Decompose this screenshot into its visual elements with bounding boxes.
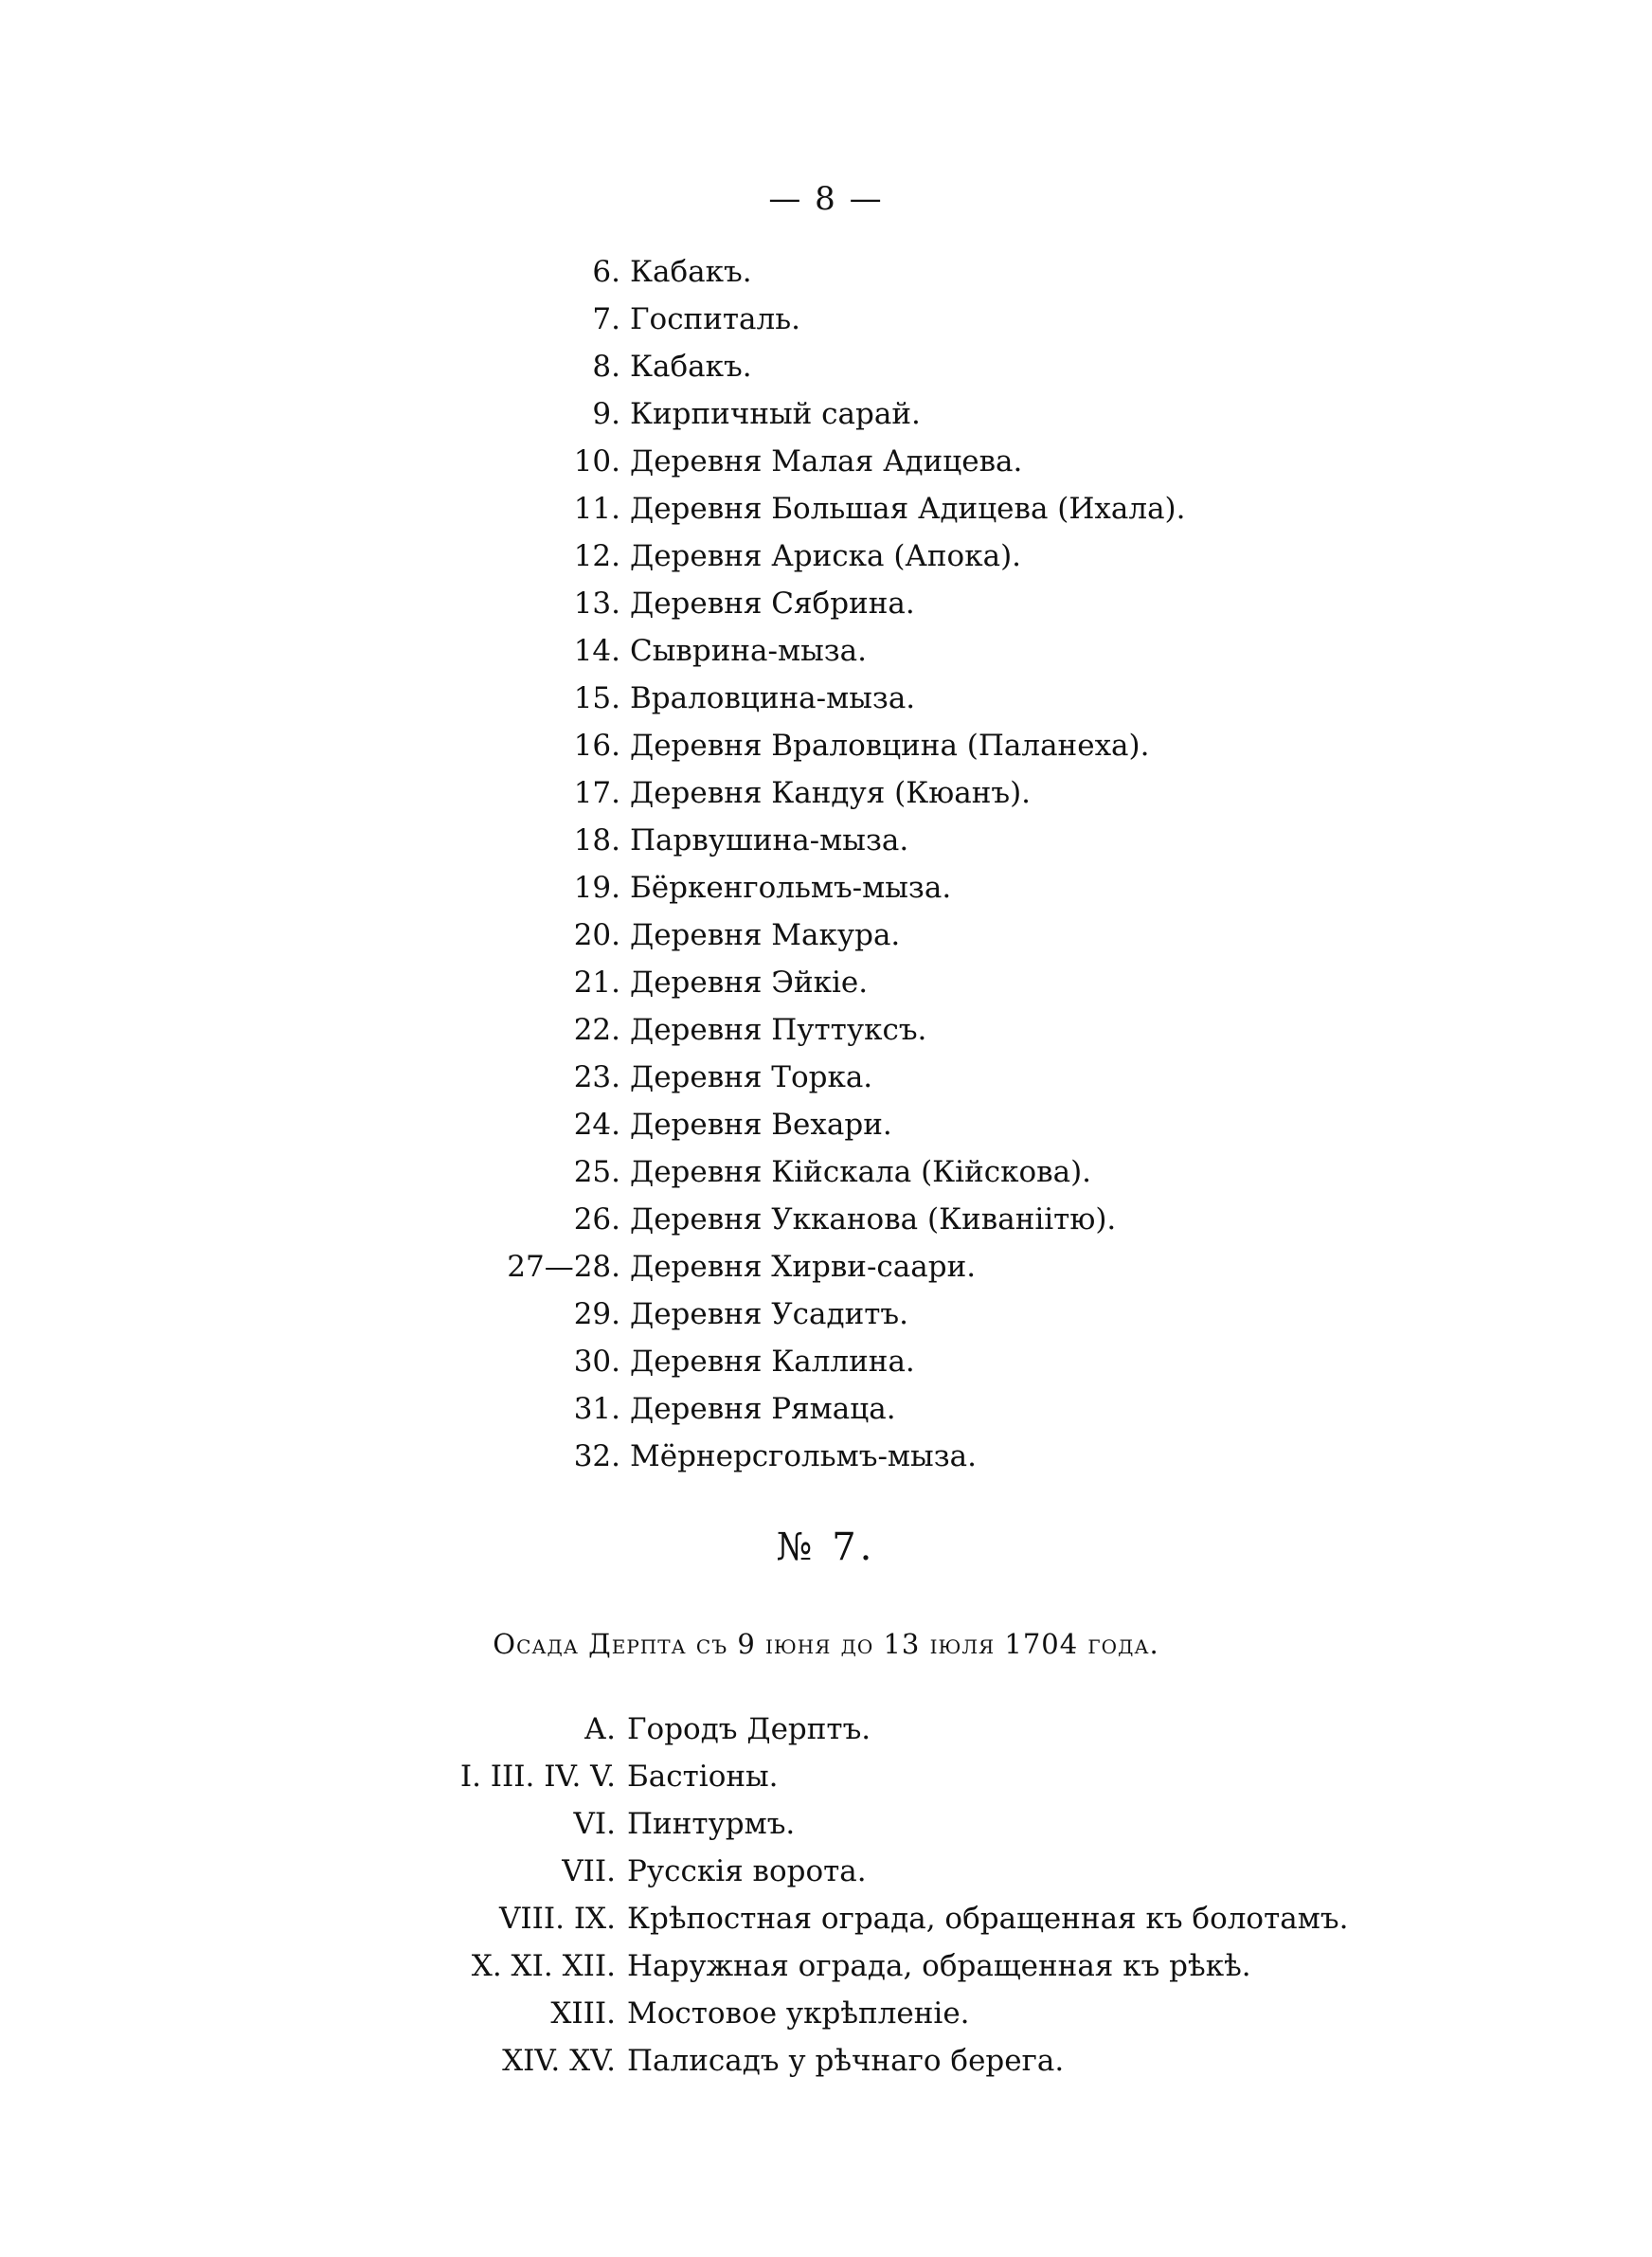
list-item-number: 24. (573, 1108, 620, 1142)
list-item-text: Сыврина-мыза. (630, 634, 867, 668)
list-item-text: Госпиталь. (630, 302, 800, 336)
legend-item-code: I. III. IV. V. (459, 1760, 616, 1794)
list-item (0, 912, 1652, 959)
list-item (0, 1291, 1652, 1338)
list-item-text: Деревня Враловцина (Паланеха). (630, 729, 1150, 763)
legend-item-code: VIII. IX. (498, 1902, 616, 1936)
legend-item-code: XIII. (550, 1996, 616, 2031)
list-item-text: Парвушина-мыза. (630, 823, 909, 858)
list-item-number: 30. (573, 1345, 620, 1379)
list-item-text: Кирпичный сарай. (630, 397, 921, 431)
list-item-text: Деревня Каллина. (630, 1345, 915, 1379)
legend-item (0, 1706, 1652, 1753)
list-item-number: 20. (573, 918, 620, 952)
list-item (0, 343, 1652, 390)
legend-item-text: Мостовое укрѣпленіе. (627, 1996, 970, 2031)
list-item-number: 16. (573, 729, 620, 763)
list-item-text: Деревня Укканова (Киваніітю). (630, 1202, 1117, 1237)
legend-item-code: XIV. XV. (502, 2044, 616, 2078)
legend-item-text: Бастіоны. (627, 1760, 779, 1794)
legend-item-text: Городъ Дерптъ. (627, 1712, 871, 1746)
list-item-number: 11. (573, 492, 620, 526)
section-caption: Осада Дерпта съ 9 іюня до 13 іюля 1704 года. (493, 1628, 1159, 1660)
list-item-number: 21. (573, 966, 620, 1000)
legend-item (0, 1848, 1652, 1895)
list-item-number: 13. (573, 587, 620, 621)
list-item-number: 7. (592, 302, 620, 336)
list-item-number: 15. (573, 681, 620, 715)
list-item (0, 817, 1652, 864)
list-item-text: Деревня Рямаца. (630, 1392, 896, 1426)
list-item-number: 27—28. (507, 1250, 620, 1284)
list-item-text: Деревня Ариска (Апока). (630, 539, 1022, 573)
legend-item (0, 1753, 1652, 1800)
legend-item (0, 1895, 1652, 1942)
legend-item (0, 1990, 1652, 2037)
list-item-text: Деревня Сябрина. (630, 587, 915, 621)
list-item (0, 1196, 1652, 1243)
list-item (0, 1054, 1652, 1101)
legend-item (0, 1800, 1652, 1848)
list-item-number: 22. (573, 1013, 620, 1047)
list-item (0, 675, 1652, 722)
list-item-number: 18. (573, 823, 620, 858)
list-item (0, 296, 1652, 343)
list-item-number: 19. (573, 871, 620, 905)
list-item (0, 248, 1652, 296)
section-title: № 7. (776, 1526, 876, 1569)
list-item-number: 31. (573, 1392, 620, 1426)
list-item-text: Деревня Кандуя (Кюанъ). (630, 776, 1032, 810)
list-item-number: 25. (573, 1155, 620, 1189)
page-number: — 8 — (768, 180, 884, 218)
list-item (0, 1433, 1652, 1480)
legend-item-code: X. XI. XII. (471, 1949, 616, 1983)
list-item-text: Кабакъ. (630, 255, 752, 289)
legend-item-text: Палисадъ у рѣчнаго берега. (627, 2044, 1065, 2078)
list-item (0, 1243, 1652, 1291)
list-item (0, 1338, 1652, 1385)
list-item-text: Деревня Кійскала (Кійскова). (630, 1155, 1092, 1189)
list-item-number: 6. (592, 255, 620, 289)
list-item (0, 1101, 1652, 1148)
list-item-number: 14. (573, 634, 620, 668)
list-item (0, 438, 1652, 485)
legend-item-text: Пинтурмъ. (627, 1807, 796, 1841)
list-item (0, 722, 1652, 769)
list-item-number: 26. (573, 1202, 620, 1237)
legend-item-text: Наружная ограда, обращенная къ рѣкѣ. (627, 1949, 1251, 1983)
list-item (0, 390, 1652, 438)
legend-item-code: VII. (562, 1854, 616, 1888)
list-item (0, 769, 1652, 817)
legend-item (0, 2037, 1652, 2085)
list-item-number: 8. (592, 350, 620, 384)
list-item-text: Деревня Хирви-саари. (630, 1250, 977, 1284)
list-item (0, 959, 1652, 1006)
list-item-number: 29. (573, 1297, 620, 1331)
list-item-text: Бёркенгольмъ-мыза. (630, 871, 952, 905)
list-item-text: Деревня Путтуксъ. (630, 1013, 927, 1047)
list-item-number: 32. (573, 1439, 620, 1473)
list-item (0, 1006, 1652, 1054)
list-item-text: Деревня Усадитъ. (630, 1297, 908, 1331)
list-item-text: Кабакъ. (630, 350, 752, 384)
list-item-number: 12. (573, 539, 620, 573)
list-item (0, 627, 1652, 675)
legend-item-code: VI. (573, 1807, 616, 1841)
list-item (0, 485, 1652, 533)
legend-item (0, 1942, 1652, 1990)
list-item-text: Враловцина-мыза. (630, 681, 916, 715)
list-item-text: Деревня Малая Адицева. (630, 444, 1023, 478)
list-item (0, 1148, 1652, 1196)
list-item-number: 9. (592, 397, 620, 431)
list-item-text: Деревня Вехари. (630, 1108, 892, 1142)
list-item-number: 17. (573, 776, 620, 810)
list-item (0, 580, 1652, 627)
list-item-text: Деревня Макура. (630, 918, 901, 952)
legend-item-text: Крѣпостная ограда, обращенная къ болотамъ. (627, 1902, 1349, 1936)
list-item-text: Деревня Эйкіе. (630, 966, 869, 1000)
list-item-number: 23. (573, 1060, 620, 1094)
legend-item-code: А. (584, 1712, 616, 1746)
list-item-number: 10. (573, 444, 620, 478)
list-item-text: Деревня Торка. (630, 1060, 873, 1094)
list-item (0, 533, 1652, 580)
legend-item-text: Русскія ворота. (627, 1854, 867, 1888)
list-item-text: Деревня Большая Адицева (Ихала). (630, 492, 1186, 526)
list-item (0, 1385, 1652, 1433)
list-item (0, 864, 1652, 912)
list-item-text: Мёрнерсгольмъ-мыза. (630, 1439, 977, 1473)
